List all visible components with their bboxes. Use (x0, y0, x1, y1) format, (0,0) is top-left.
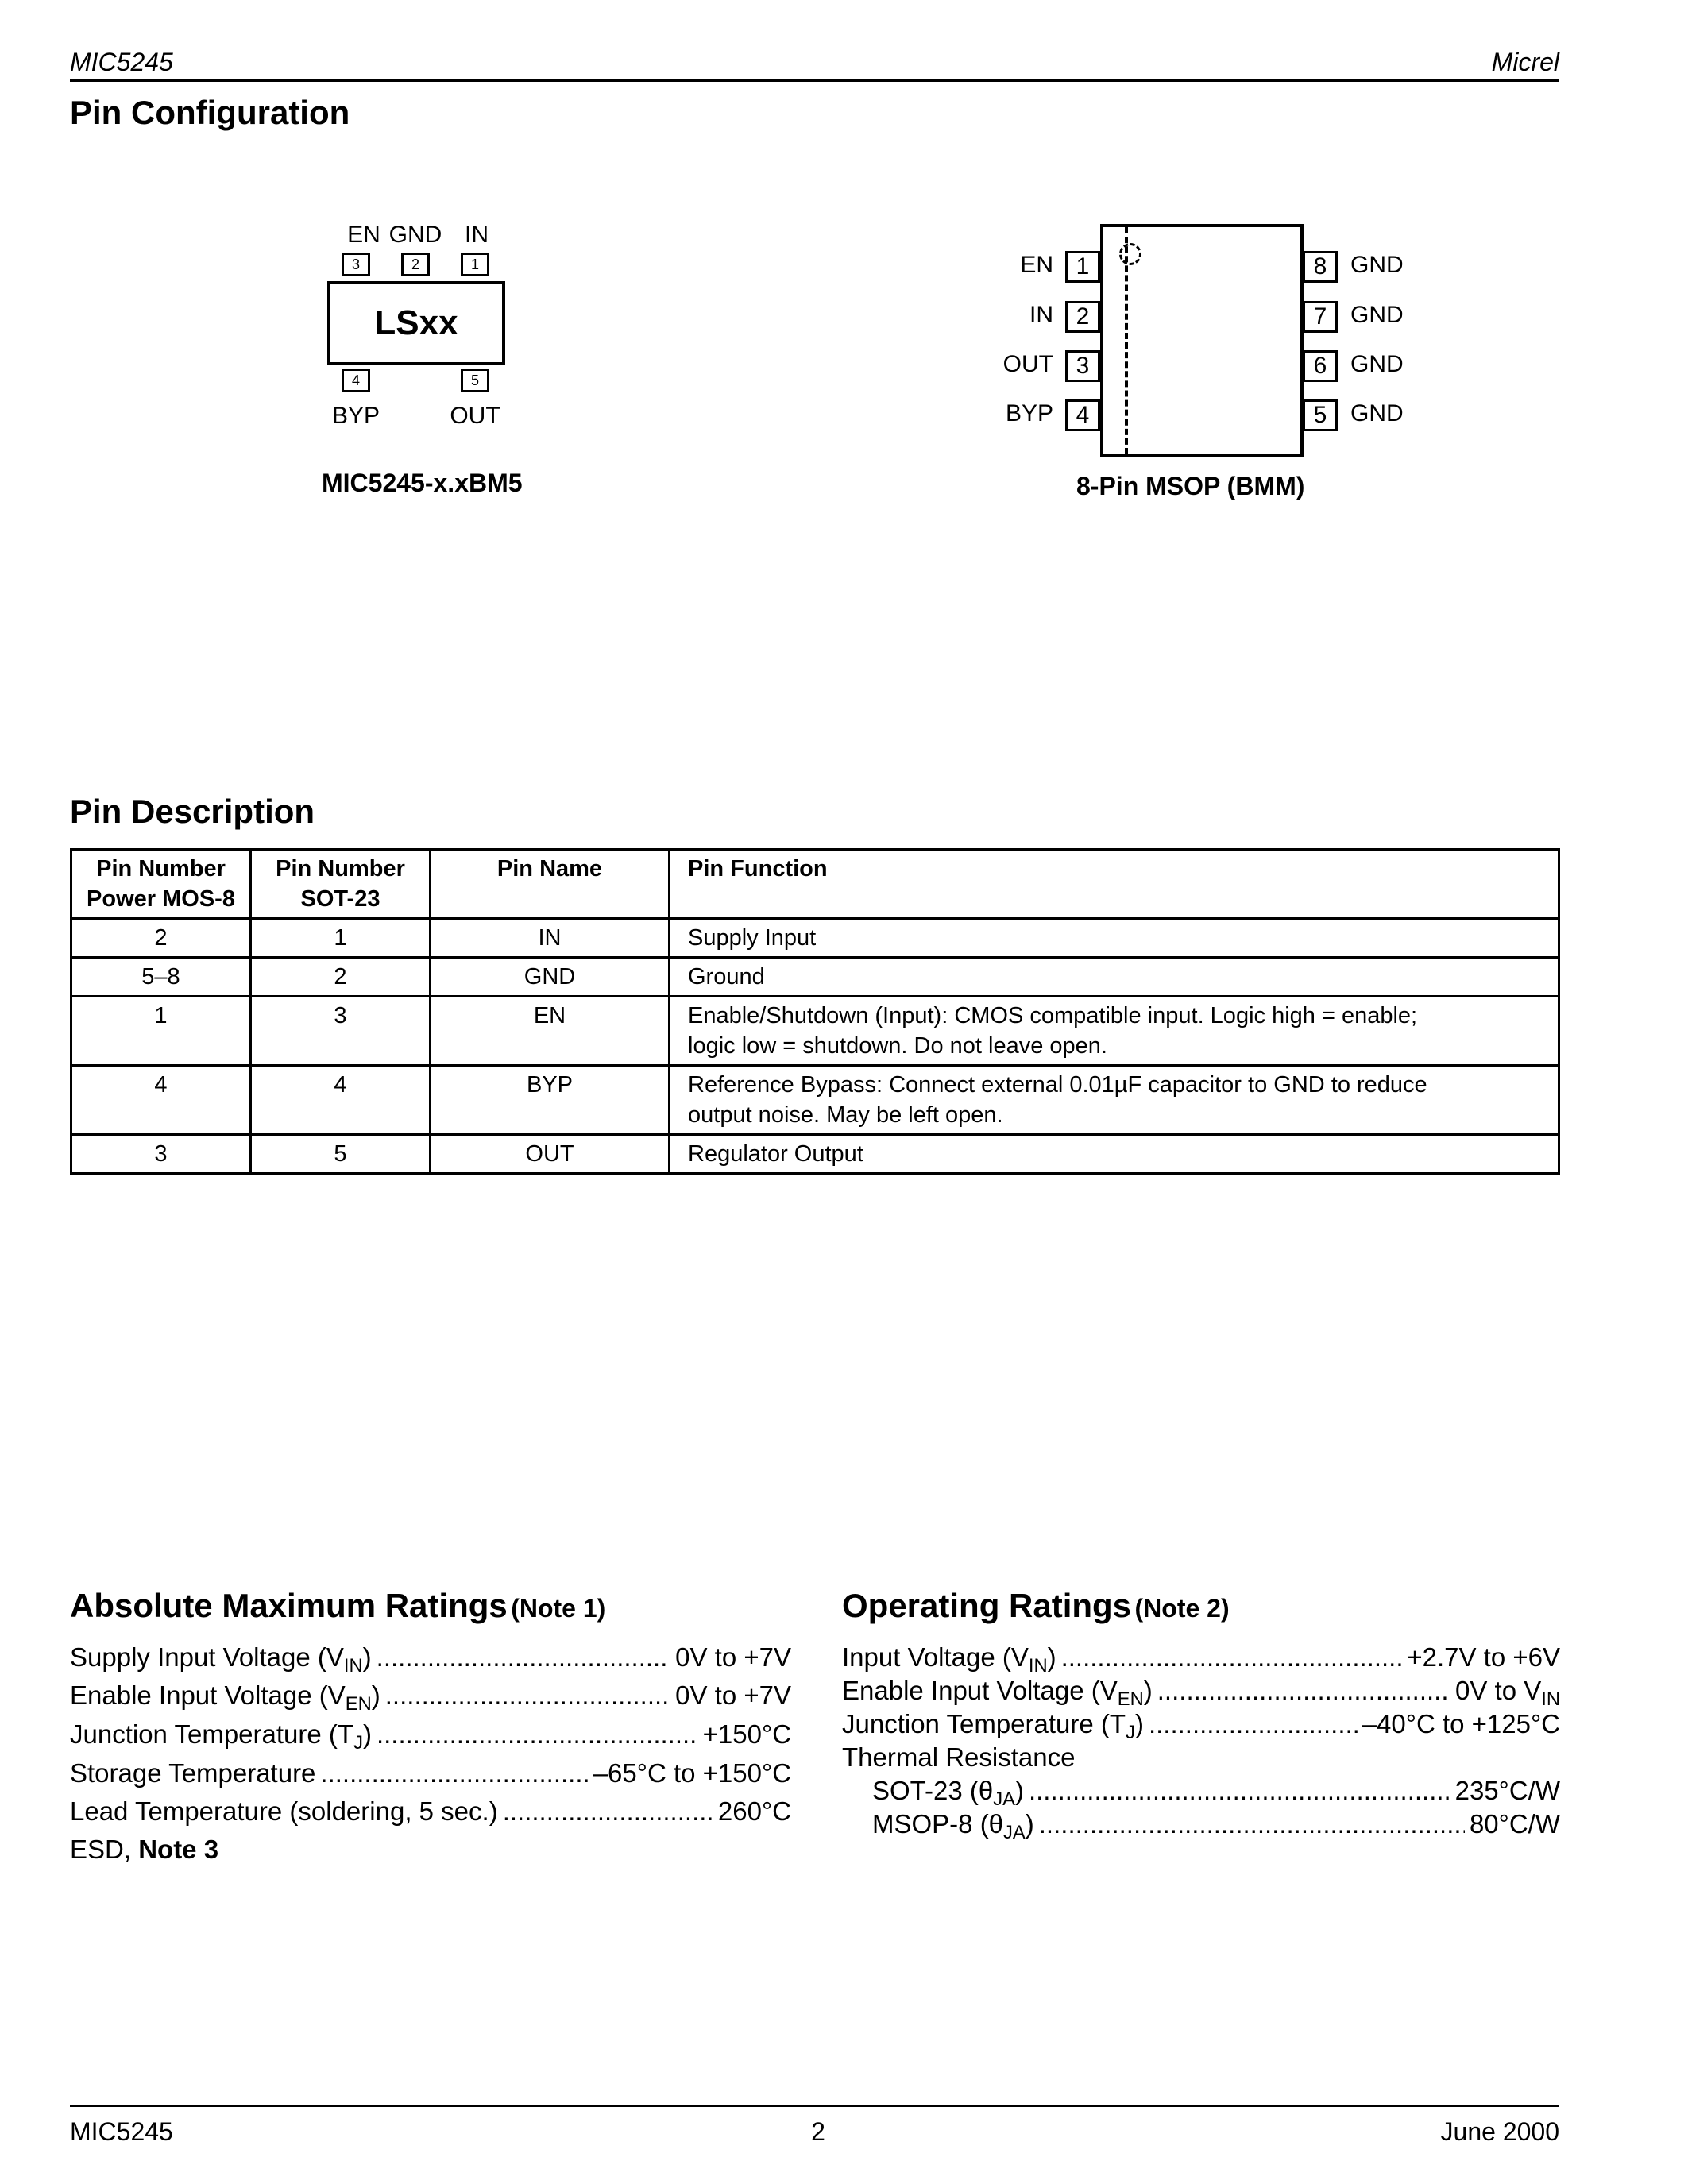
label-text: Junction Temperature (T (842, 1709, 1126, 1738)
cell-msop: 1 (71, 997, 251, 1066)
label-text: Enable Input Voltage (V (70, 1680, 346, 1710)
msop-body (1100, 224, 1304, 457)
cell-function: Supply Input (670, 919, 1559, 958)
cell-function-line1: Enable/Shutdown (Input): CMOS compatible input. Logic high = enable; (688, 1003, 1418, 1028)
msop-label-en: EN (1020, 252, 1053, 278)
label-sub: IN (1028, 1655, 1048, 1677)
pin-config-title: Pin Configuration (70, 94, 350, 131)
cell-sot: 2 (251, 958, 431, 997)
sot23-pin-1: 1 (461, 253, 489, 276)
label-text: MSOP-8 (θ (872, 1809, 1004, 1839)
label-tail: ) (1047, 1642, 1056, 1672)
sot23-label-byp: BYP (331, 403, 380, 429)
cell-function: Regulator Output (670, 1135, 1559, 1174)
msop-pin-1: 1 (1065, 251, 1100, 283)
sot23-pin-5: 5 (461, 369, 489, 392)
leader-dots (1029, 1773, 1450, 1809)
label-sub: J (1126, 1722, 1135, 1744)
table-header-row (71, 850, 1559, 919)
pin-description-table (70, 848, 1560, 1175)
thermal-item (872, 1806, 1560, 1843)
abs-max-value: 0V to +7V (675, 1680, 791, 1710)
abs-max-label (70, 1716, 372, 1753)
pin-desc-title: Pin Description (70, 793, 315, 830)
sot23-diagram (302, 214, 540, 453)
abs-max-title: Absolute Maximum Ratings (70, 1587, 508, 1624)
label-tail: ) (371, 1680, 380, 1710)
leader-dots (1039, 1806, 1465, 1843)
table-row (71, 919, 1559, 958)
msop-label-gnd-8: GND (1350, 252, 1404, 278)
abs-max-item (70, 1639, 791, 1676)
abs-max-label (70, 1677, 380, 1714)
op-rating-item (842, 1706, 1560, 1742)
cell-msop: 2 (71, 919, 251, 958)
label-text: Enable Input Voltage (V (842, 1676, 1118, 1705)
label-text: Input Voltage (V (842, 1642, 1029, 1672)
label-tail: ) (1014, 1776, 1024, 1805)
abs-max-value: 0V to +7V (675, 1642, 791, 1672)
cell-function (670, 997, 1559, 1066)
footer-page-number: 2 (811, 2117, 825, 2146)
cell-name: IN (431, 919, 670, 958)
thermal-value: 80°C/W (1469, 1809, 1560, 1839)
cell-sot: 3 (251, 997, 431, 1066)
abs-max-value: 260°C (717, 1796, 791, 1826)
op-rating-value: –40°C to +125°C (1362, 1709, 1560, 1738)
col-header-sot-line2: SOT-23 (300, 886, 380, 912)
label-sub: JA (1003, 1822, 1026, 1844)
header-part: MIC5245 (70, 48, 173, 76)
header-company: Micrel (1491, 48, 1559, 76)
cell-msop: 5–8 (71, 958, 251, 997)
op-rating-item (842, 1639, 1560, 1676)
abs-max-label: Lead Temperature (soldering, 5 sec.) (70, 1796, 498, 1826)
sot23-label-gnd: GND (388, 222, 442, 248)
pin1-marker-icon (1119, 243, 1141, 265)
msop-label-gnd-6: GND (1350, 351, 1404, 377)
msop-label-gnd-7: GND (1350, 302, 1404, 328)
cell-function (670, 1066, 1559, 1135)
label-tail: ) (362, 1719, 372, 1749)
msop-label-in: IN (1029, 302, 1053, 328)
leader-dots (377, 1639, 670, 1676)
label-sub: JA (993, 1788, 1015, 1811)
abs-max-item (70, 1677, 791, 1714)
label-sub: J (353, 1732, 363, 1754)
label-sub: IN (343, 1655, 363, 1677)
op-rating-value (1455, 1673, 1560, 1709)
op-ratings-heading (842, 1587, 1230, 1625)
abs-max-item (70, 1716, 791, 1753)
cell-function-line2: logic low = shutdown. Do not leave open. (688, 1033, 1107, 1059)
msop-pin-8: 8 (1303, 251, 1338, 283)
cell-sot: 4 (251, 1066, 431, 1135)
cell-name: EN (431, 997, 670, 1066)
abs-max-label (70, 1639, 372, 1676)
cell-function: Ground (670, 958, 1559, 997)
op-rating-label (842, 1639, 1056, 1676)
cell-function-line1: Reference Bypass: Connect external 0.01µF capacitor to GND to reduce (688, 1072, 1427, 1098)
table-row (71, 997, 1559, 1066)
thermal-label (872, 1773, 1024, 1809)
table-row (71, 1135, 1559, 1174)
label-tail: ) (1143, 1676, 1153, 1705)
abs-max-value: –65°C to +150°C (593, 1758, 791, 1788)
msop-pin-7: 7 (1303, 301, 1338, 333)
header-rule (70, 79, 1559, 82)
sot23-body: LSxx (327, 281, 505, 365)
thermal-item (872, 1773, 1560, 1809)
msop-label-byp: BYP (1005, 400, 1053, 426)
sot23-label-en: EN (347, 222, 380, 248)
cell-msop: 4 (71, 1066, 251, 1135)
table-row (71, 1066, 1559, 1135)
col-header-msop (71, 850, 251, 919)
sot23-label-in: IN (465, 222, 489, 248)
abs-max-item (70, 1755, 791, 1792)
leader-dots (1149, 1706, 1358, 1742)
abs-max-note: (Note 1) (511, 1594, 606, 1623)
msop-pin-3: 3 (1065, 350, 1100, 382)
op-ratings-note: (Note 2) (1134, 1594, 1230, 1623)
abs-max-label: Storage Temperature (70, 1758, 316, 1788)
table-row (71, 958, 1559, 997)
esd-label: ESD, (70, 1835, 139, 1864)
cell-sot: 1 (251, 919, 431, 958)
footer-date: June 2000 (1440, 2117, 1559, 2146)
value-sub: IN (1541, 1688, 1560, 1711)
leader-dots (1157, 1673, 1450, 1709)
sot23-pin-3: 3 (342, 253, 370, 276)
col-header-sot-line1: Pin Number (276, 856, 405, 882)
thermal-value: 235°C/W (1454, 1776, 1560, 1805)
sot23-pin-4: 4 (342, 369, 370, 392)
msop-pin-5: 5 (1303, 399, 1338, 431)
footer-rule (70, 2105, 1559, 2107)
cell-name: BYP (431, 1066, 670, 1135)
col-header-msop-line1: Pin Number (96, 856, 226, 882)
op-rating-label (842, 1673, 1153, 1709)
op-rating-value: +2.7V to +6V (1407, 1642, 1560, 1672)
esd-note: Note 3 (138, 1835, 219, 1864)
cell-name: OUT (431, 1135, 670, 1174)
label-tail: ) (1025, 1809, 1034, 1839)
leader-dots (1061, 1639, 1403, 1676)
sot23-label-out: OUT (450, 403, 500, 429)
cell-name: GND (431, 958, 670, 997)
msop-pin-4: 4 (1065, 399, 1100, 431)
cell-msop: 3 (71, 1135, 251, 1174)
label-text: Supply Input Voltage (V (70, 1642, 344, 1672)
label-tail: ) (362, 1642, 372, 1672)
msop-caption: 8-Pin MSOP (BMM) (1076, 472, 1305, 500)
msop-label-out: OUT (1002, 351, 1053, 377)
msop-dashed-line (1125, 227, 1128, 454)
col-header-msop-line2: Power MOS-8 (87, 886, 235, 912)
op-rating-item (842, 1673, 1560, 1709)
label-text: SOT-23 (θ (872, 1776, 994, 1805)
value-text: 0V to V (1455, 1676, 1542, 1705)
cell-function-line2: output noise. May be left open. (688, 1102, 1003, 1128)
op-rating-label (842, 1706, 1144, 1742)
leader-dots (320, 1755, 588, 1792)
cell-sot: 5 (251, 1135, 431, 1174)
op-ratings-title: Operating Ratings (842, 1587, 1132, 1624)
msop-pin-2: 2 (1065, 301, 1100, 333)
msop-pin-6: 6 (1303, 350, 1338, 382)
leader-dots (377, 1716, 698, 1753)
sot23-caption: MIC5245-x.xBM5 (322, 469, 523, 497)
label-sub: EN (345, 1693, 372, 1715)
col-header-function: Pin Function (670, 850, 1559, 919)
thermal-label (872, 1806, 1034, 1843)
col-header-sot (251, 850, 431, 919)
msop-label-gnd-5: GND (1350, 400, 1404, 426)
abs-max-item (70, 1793, 791, 1830)
esd-item (70, 1831, 218, 1868)
abs-max-heading (70, 1587, 605, 1625)
thermal-resistance-label: Thermal Resistance (842, 1742, 1076, 1772)
sot23-pin-2: 2 (401, 253, 430, 276)
label-text: Junction Temperature (T (70, 1719, 354, 1749)
abs-max-value: +150°C (702, 1719, 791, 1749)
footer-part: MIC5245 (70, 2117, 173, 2146)
leader-dots (385, 1677, 670, 1714)
label-tail: ) (1134, 1709, 1144, 1738)
col-header-name: Pin Name (431, 850, 670, 919)
leader-dots (503, 1793, 713, 1830)
label-sub: EN (1117, 1688, 1144, 1711)
